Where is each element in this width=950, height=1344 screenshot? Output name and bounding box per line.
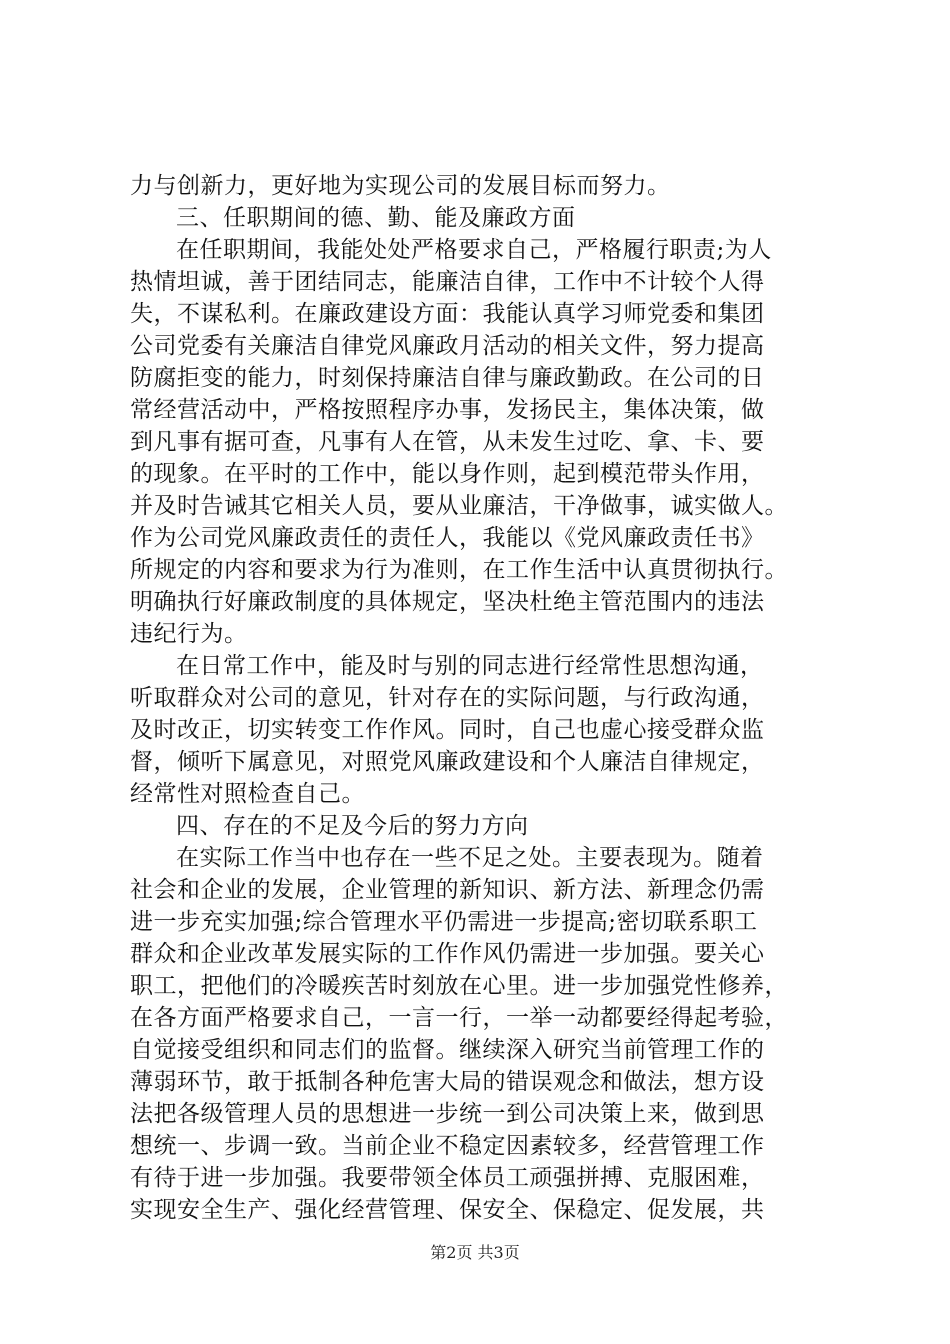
text-line: 实现安全生产、强化经营管理、保安全、保稳定、促发展，共 (130, 1197, 765, 1223)
text-line: 职工，把他们的冷暖疾苦时刻放在心里。进一步加强党性修养， (130, 973, 788, 999)
text-line: 督，倾听下属意见，对照党风廉政建设和个人廉洁自律规定， (130, 749, 765, 775)
text-line: 到凡事有据可查，凡事有人在管，从未发生过吃、拿、卡、要 (130, 429, 765, 455)
text-line: 违纪行为。 (130, 621, 248, 647)
document-body (130, 170, 830, 1226)
text-line: 在实际工作当中也存在一些不足之处。主要表现为。随着 (176, 845, 764, 871)
text-line: 并及时告诫其它相关人员，要从业廉洁，干净做事，诚实做人。 (130, 493, 788, 519)
text-line: 听取群众对公司的意见，针对存在的实际问题，与行政沟通， (130, 685, 765, 711)
text-line: 群众和企业改革发展实际的工作作风仍需进一步加强。要关心 (130, 941, 765, 967)
text-line: 社会和企业的发展，企业管理的新知识、新方法、新理念仍需 (130, 877, 765, 903)
text-line: 有待于进一步加强。我要带领全体员工顽强拼搏、克服困难， (130, 1165, 765, 1191)
page-footer: 第2页 共3页 (430, 1243, 520, 1262)
text-line: 所规定的内容和要求为行为准则，在工作生活中认真贯彻执行。 (130, 557, 788, 583)
text-line: 及时改正，切实转变工作作风。同时，自己也虚心接受群众监 (130, 717, 765, 743)
text-line: 三、任职期间的德、勤、能及廉政方面 (176, 205, 576, 231)
text-line: 作为公司党风廉政责任的责任人，我能以《党风廉政责任书》 (130, 525, 765, 551)
text-line: 在任职期间，我能处处严格要求自己，严格履行职责;为人 (176, 237, 772, 263)
text-line: 在各方面严格要求自己，一言一行，一举一动都要经得起考验， (130, 1005, 788, 1031)
text-line: 在日常工作中，能及时与别的同志进行经常性思想沟通， (176, 653, 764, 679)
text-line: 防腐拒变的能力，时刻保持廉洁自律与廉政勤政。在公司的日 (130, 365, 765, 391)
text-line: 法把各级管理人员的思想进一步统一到公司决策上来，做到思 (130, 1101, 765, 1127)
text-line: 热情坦诚，善于团结同志，能廉洁自律，工作中不计较个人得 (130, 269, 765, 295)
text-line: 进一步充实加强;综合管理水平仍需进一步提高;密切联系职工 (130, 909, 758, 935)
text-line: 想统一、步调一致。当前企业不稳定因素较多，经营管理工作 (130, 1133, 765, 1159)
text-line: 四、存在的不足及今后的努力方向 (176, 813, 529, 839)
text-line: 公司党委有关廉洁自律党风廉政月活动的相关文件，努力提高 (130, 333, 765, 359)
text-line: 常经营活动中，严格按照程序办事，发扬民主，集体决策，做 (130, 397, 765, 423)
text-line: 自觉接受组织和同志们的监督。继续深入研究当前管理工作的 (130, 1037, 765, 1063)
text-line: 明确执行好廉政制度的具体规定，坚决杜绝主管范围内的违法 (130, 589, 765, 615)
text-line: 薄弱环节，敢于抵制各种危害大局的错误观念和做法，想方设 (130, 1069, 765, 1095)
text-line: 的现象。在平时的工作中，能以身作则，起到模范带头作用， (130, 461, 765, 487)
text-line: 失，不谋私利。在廉政建设方面：我能认真学习师党委和集团 (130, 301, 765, 327)
text-line: 经常性对照检查自己。 (130, 781, 365, 807)
text-line: 力与创新力，更好地为实现公司的发展目标而努力。 (130, 173, 671, 199)
